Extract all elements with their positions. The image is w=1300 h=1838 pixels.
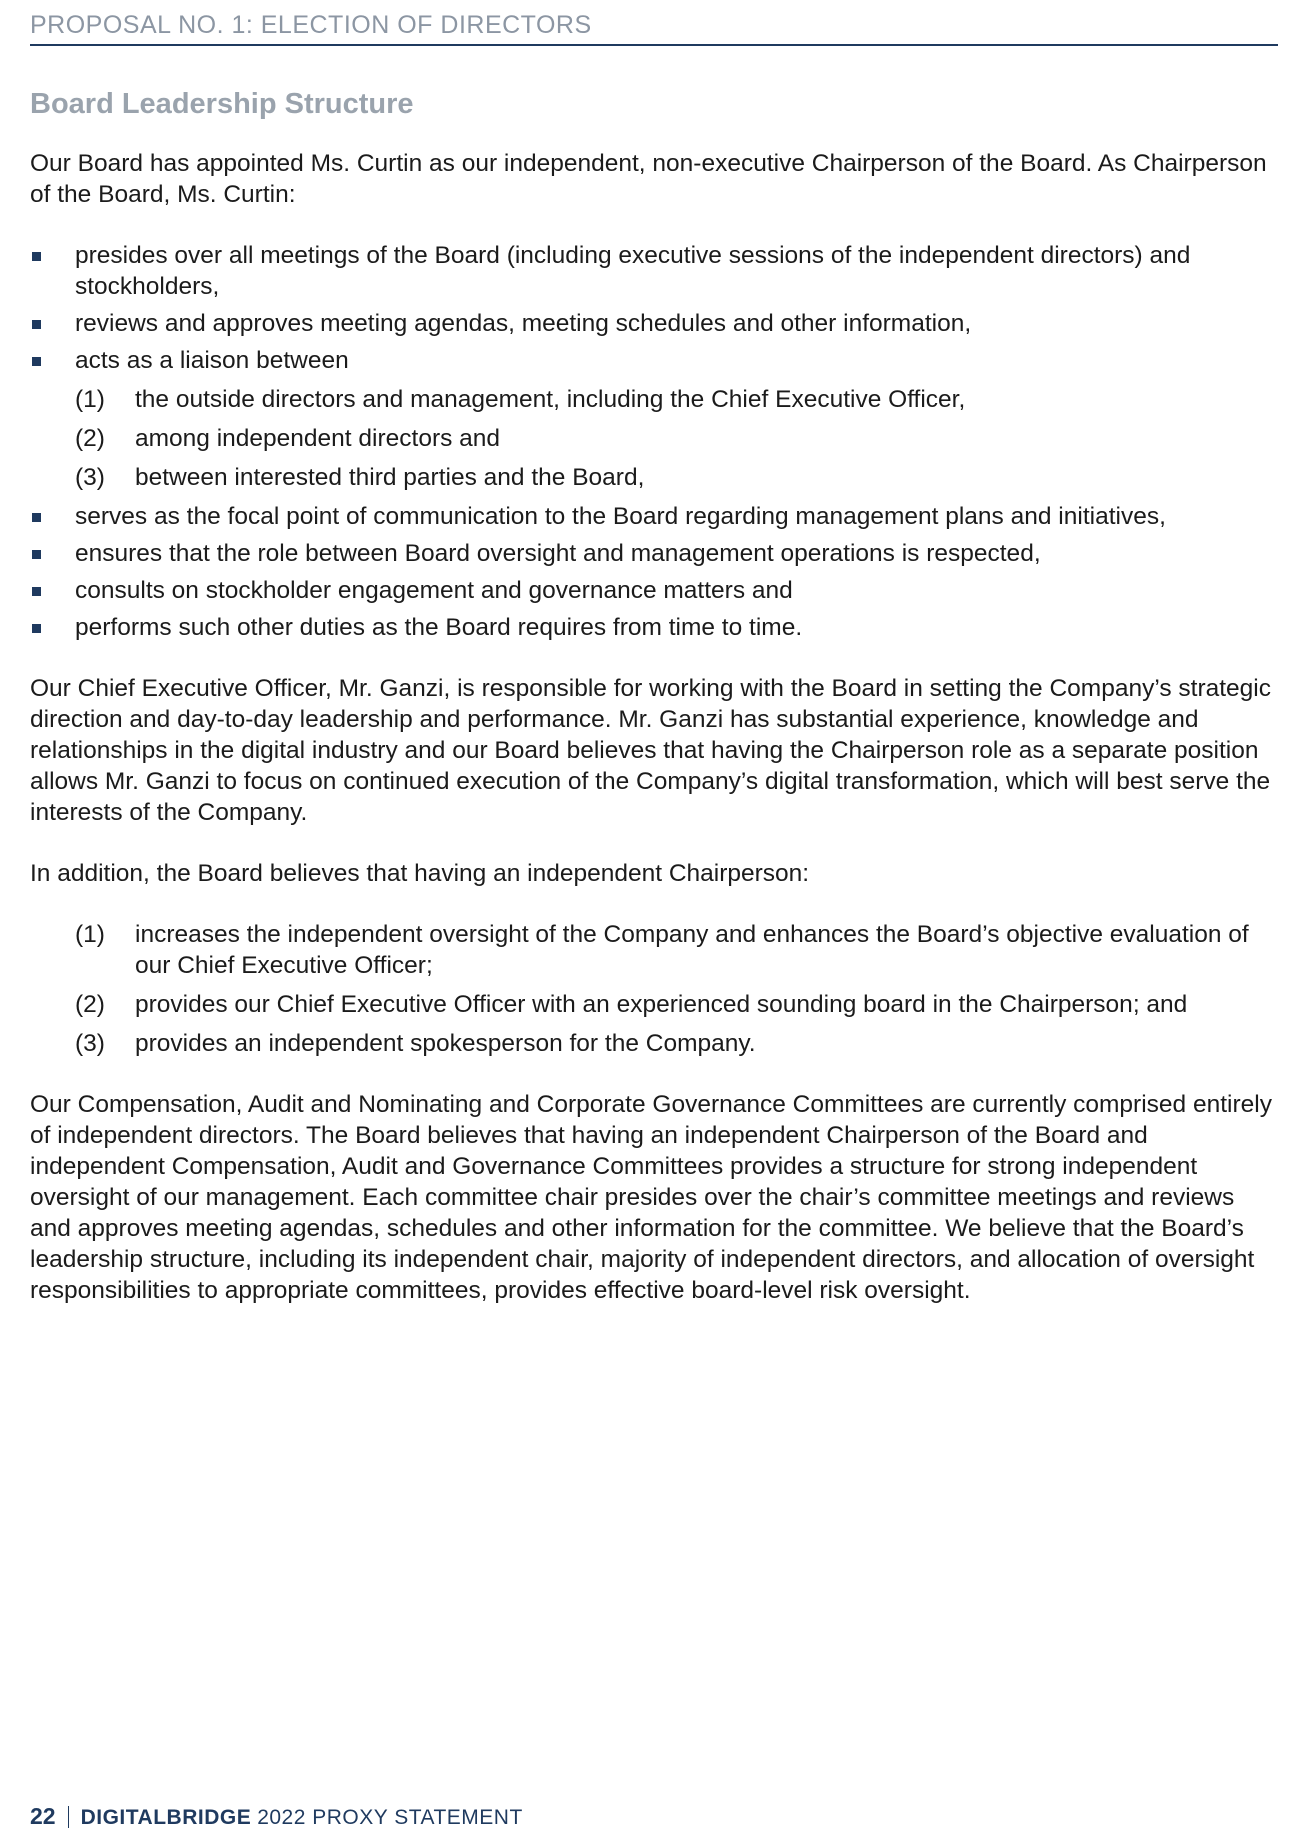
item-number: (3) — [75, 464, 105, 491]
square-bullet-icon — [32, 624, 41, 633]
benefits-list — [75, 919, 1275, 1059]
benefits-intro: In addition, the Board believes that having an independent Chairperson: — [30, 860, 810, 887]
intro-paragraph: Our Board has appointed Ms. Curtin as our independent, non-executive Chairperson of the Board. As Chairperson of the Board, Ms. Curtin: — [30, 150, 1267, 208]
liaison-list — [75, 384, 1275, 493]
list-item — [30, 538, 1275, 569]
list-item-text: consults on stockholder engagement and governance matters and — [75, 577, 793, 604]
item-number: (1) — [75, 921, 105, 948]
numbered-item — [75, 462, 1275, 493]
section-heading: Board Leadership Structure — [30, 88, 414, 120]
page-header — [30, 8, 1278, 46]
item-text: the outside directors and management, including the Chief Executive Officer, — [135, 386, 966, 413]
document-title: 2022 PROXY STATEMENT — [257, 1806, 523, 1829]
list-item-text: serves as the focal point of communication to the Board regarding management plans and initiatives, — [75, 503, 1166, 530]
square-bullet-icon — [32, 357, 41, 366]
item-number: (2) — [75, 425, 105, 452]
item-text: provides our Chief Executive Officer with an experienced sounding board in the Chairperson; and — [135, 991, 1188, 1018]
list-item — [30, 308, 1275, 339]
square-bullet-icon — [32, 252, 41, 261]
item-text: provides an independent spokesperson for the Company. — [135, 1030, 756, 1057]
item-text: between interested third parties and the Board, — [135, 464, 645, 491]
page-footer — [30, 1802, 523, 1832]
list-item — [30, 240, 1275, 302]
item-text: increases the independent oversight of the Company and enhances the Board’s objective evaluation of our Chief Executive Officer; — [135, 921, 1249, 979]
list-item — [30, 612, 1275, 643]
numbered-item — [75, 989, 1275, 1020]
brand-name: DIGITALBRIDGE — [80, 1806, 252, 1829]
item-number: (2) — [75, 991, 105, 1018]
list-item-text: performs such other duties as the Board requires from time to time. — [75, 614, 803, 641]
item-number: (3) — [75, 1030, 105, 1057]
square-bullet-icon — [32, 587, 41, 596]
list-item — [30, 575, 1275, 606]
list-item-text: reviews and approves meeting agendas, meeting schedules and other information, — [75, 310, 972, 337]
list-item — [30, 345, 1275, 493]
chair-duties-list — [30, 240, 1275, 643]
list-item-text: ensures that the role between Board oversight and management operations is respected, — [75, 540, 1041, 567]
committees-paragraph: Our Compensation, Audit and Nominating and Corporate Governance Committees are currently comprised entirely of independent directors. The Board believes that having an independent Chairperson of the Board and independent Compensation, Audit and Governance Committees provides a structure for strong independent oversight of our management. Each committee chair presides over the chair’s committee meetings and reviews and approves meeting agendas, schedules and other information for the committee. We believe that the Board’s leadership structure, including its independent chair, majority of independent directors, and allocation of oversight responsibilities to appropriate committees, provides effective board-level risk oversight. — [30, 1091, 1272, 1304]
item-number: (1) — [75, 386, 105, 413]
page-number: 22 — [30, 1803, 56, 1829]
square-bullet-icon — [32, 550, 41, 559]
numbered-item — [75, 919, 1275, 981]
item-text: among independent directors and — [135, 425, 501, 452]
list-item-text: acts as a liaison between — [75, 347, 349, 374]
list-item — [30, 501, 1275, 532]
document-body — [30, 86, 1275, 1336]
section-label: PROPOSAL NO. 1: ELECTION OF DIRECTORS — [30, 11, 592, 39]
numbered-item — [75, 384, 1275, 415]
square-bullet-icon — [32, 513, 41, 522]
ceo-paragraph: Our Chief Executive Officer, Mr. Ganzi, is responsible for working with the Board in setting the Company’s strategic direction and day-to-day leadership and performance. Mr. Ganzi has substantial experience, knowledge and relationships in the digital industry and our Board believes that having the Chairperson role as a separate position allows Mr. Ganzi to focus on continued execution of the Company’s digital transformation, which will best serve the interests of the Company. — [30, 675, 1271, 826]
footer-divider — [68, 1806, 69, 1828]
list-item-text: presides over all meetings of the Board (including executive sessions of the independent directors) and stockholders, — [75, 242, 1191, 300]
square-bullet-icon — [32, 320, 41, 329]
numbered-item — [75, 1028, 1275, 1059]
numbered-item — [75, 423, 1275, 454]
